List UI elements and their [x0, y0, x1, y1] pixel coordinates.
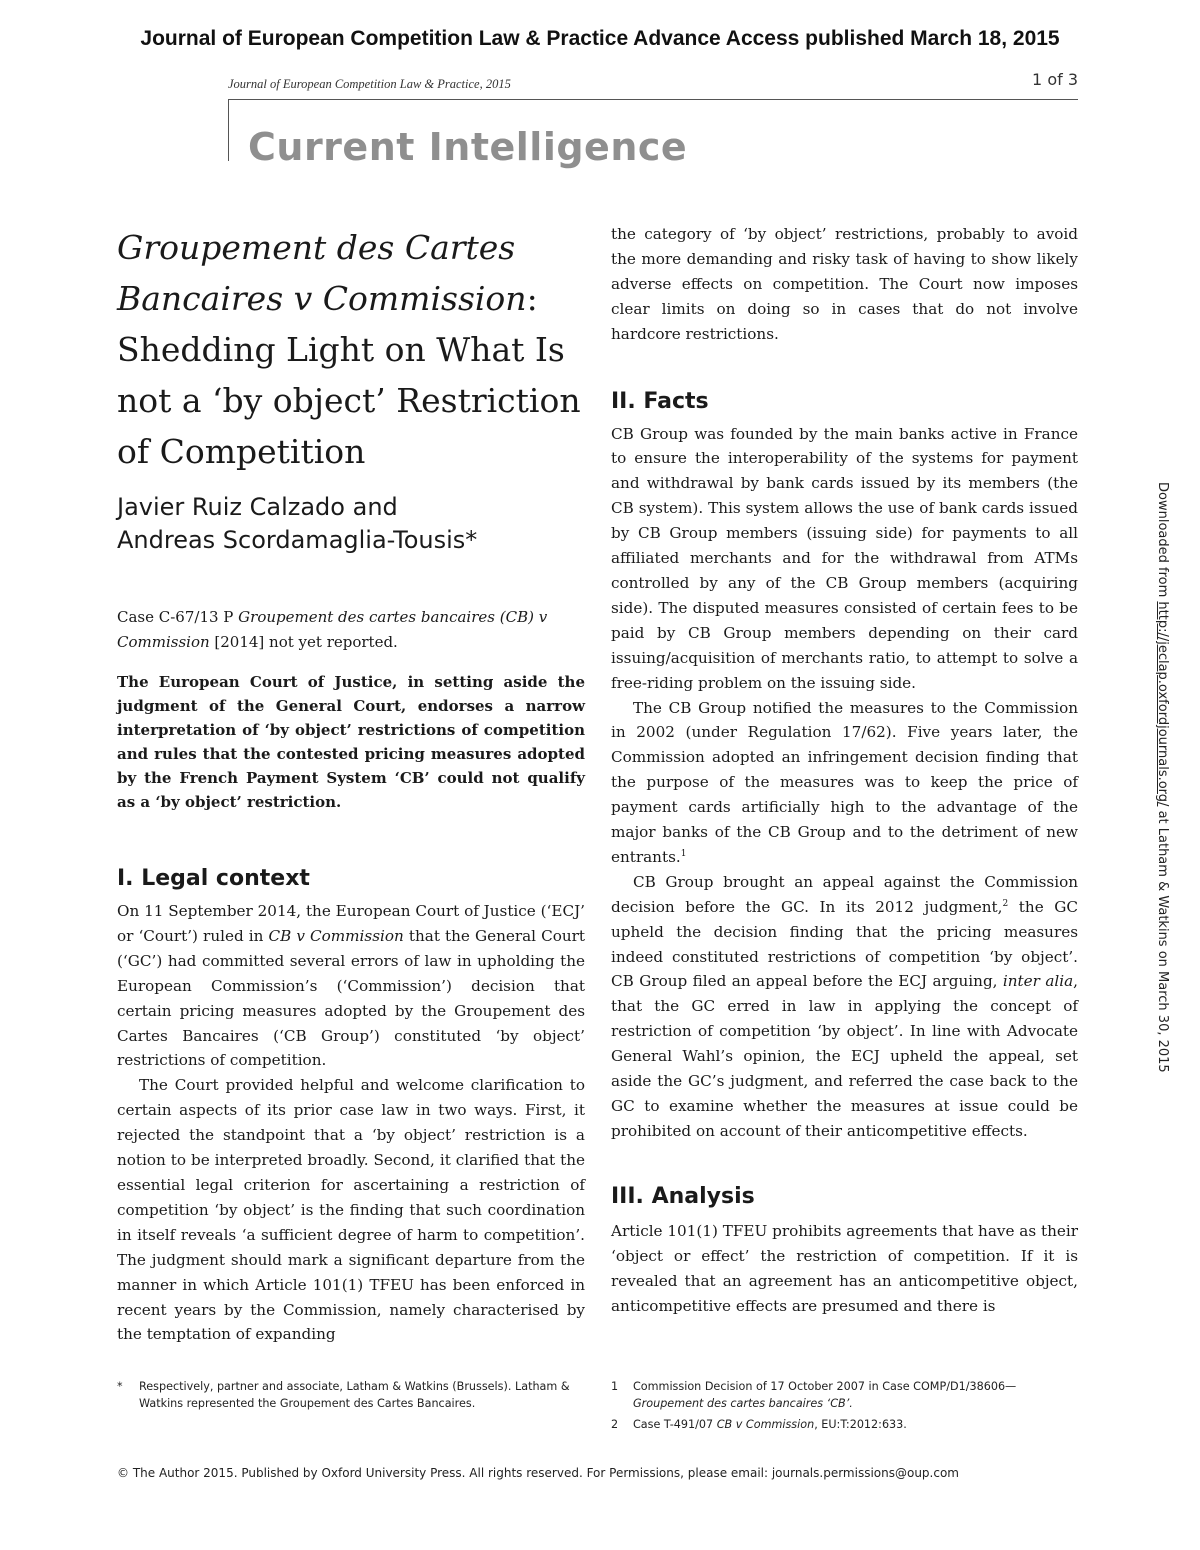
facts-p2-text: The CB Group notified the measures to the Commission in 2002 (under Regulation 17/62). Five years later, the Commission adopted an infringement decision finding that the purpose of the measures was to keep the price of payment cards artificially high to the advantage of the major banks of the CB Group and to the detriment of new entrants.: [611, 698, 1078, 866]
legal-context-paragraph-1: [117, 899, 585, 1073]
lc-p1-a: On 11 September 2014, the European Court of Justice (‘ECJ’ or ‘Court’) ruled in: [117, 902, 585, 945]
lc-p1-case: CB v Commission: [268, 926, 404, 945]
legal-context-paragraph-2: The Court provided helpful and welcome clarification to certain aspects of its prior case law in two ways. First, it rejected the standpoint that a ‘by object’ restriction is a notion to be interpreted broadly. Second, it clarified that the essential legal criterion for ascertaining a restriction of competition ‘by object’ is the finding that such coordination in itself reveals ‘a sufficient degree of harm to competition’. The judgment should mark a significant departure from the manner in which Article 101(1) TFEU has been enforced in recent years by the Commission, namely characterised by the temptation of expanding: [117, 1076, 585, 1344]
facts-p3-c: , that the GC erred in law in applying the concept of restriction of competition ‘by object’. In line with Advocate General Wahl’s opinion, the ECJ upheld the appeal, set aside the GC’s judgment, and referred the case back to the GC to examine whether the measures at issue could be prohibited on account of their anticompetitive effects.: [611, 972, 1078, 1140]
article-title: [117, 222, 585, 477]
footnote-2-mark: 2: [611, 1418, 619, 1431]
footnote-star-mark: *: [117, 1380, 123, 1393]
download-note-suffix: at Latham & Watkins on March 30, 2015: [1155, 806, 1170, 1073]
footnotes-right: [611, 1378, 1078, 1433]
footnote-2-italic: CB v Commission: [716, 1418, 815, 1431]
title-line-5: of Competition: [117, 432, 366, 471]
citation-pre: Case C-67/13 P: [117, 608, 239, 626]
footnote-2: [611, 1416, 1078, 1433]
footnote-star-text: Respectively, partner and associate, Latham & Watkins (Brussels). Latham & Watkins represented the Groupement des Cartes Bancaires.: [139, 1380, 570, 1410]
footnote-ref-1[interactable]: 1: [680, 848, 687, 859]
legal-context-paragraph-2-continued: the category of ‘by object’ restrictions, probably to avoid the more demanding and risky task of having to show likely adverse effects on competition. The Court now imposes clear limits on doing so in cases that do not involve hardcore restrictions.: [611, 225, 1078, 343]
facts-paragraph-1: CB Group was founded by the main banks active in France to ensure the interoperability of the systems for payment and withdrawal by bank cards issued by its members (the CB system). This system allows the use of bank cards issued by CB Group members (issuing side) for payments to all affiliated merchants and for the withdrawal from ATMs controlled by any of the CB Group members (acquiring side). The disputed measures consisted of certain fees to be paid by CB Group members depending on their card issuing/acquisition of merchants ratio, to attempt to solve a free-riding problem on the issuing side.: [611, 424, 1078, 692]
title-italic-2: Bancaires v Commission: [117, 279, 527, 318]
title-line-3: Shedding Light on What Is: [117, 330, 565, 369]
copyright-line: © The Author 2015. Published by Oxford University Press. All rights reserved. For Permissions, please email: journals.permissions@oup.com: [117, 1466, 959, 1480]
abstract: The European Court of Justice, in setting aside the judgment of the General Court, endorses a narrow interpretation of ‘by object’ restrictions of competition and rules that the contested pricing measures adopted by the French Payment System ‘CB’ could not qualify as a ‘by object’ restriction.: [117, 673, 585, 811]
citation-post: [2014] not yet reported.: [209, 633, 398, 651]
footnote-2-pre: Case T-491/07: [633, 1418, 717, 1431]
heading-analysis: III. Analysis: [611, 1183, 755, 1209]
header-rule: [228, 99, 1078, 100]
page-number: 1 of 3: [1032, 70, 1078, 89]
download-note-prefix: Downloaded from: [1155, 482, 1170, 602]
footnote-1: [611, 1378, 1078, 1412]
footnote-1-italic: Groupement des cartes bancaires ‘CB’.: [633, 1397, 853, 1410]
facts-p3-b: the GC upheld the decision finding that the pricing measures indeed constituted restrictions of competition ‘by object’. CB Group filed an appeal before the ECJ arguing,: [611, 897, 1078, 991]
header-vertical-rule: [228, 99, 229, 161]
authors: [117, 491, 585, 557]
facts-p3-a: CB Group brought an appeal against the Commission decision before the GC. In its 2012 judgment,: [611, 872, 1078, 916]
left-column: [117, 222, 585, 1347]
author-line-2: Andreas Scordamaglia-Tousis*: [117, 526, 478, 554]
running-head: Journal of European Competition Law & Practice, 2015: [228, 77, 511, 91]
download-link[interactable]: http://jeclap.oxfordjournals.org/: [1155, 601, 1170, 807]
facts-p3-inter-alia: inter alia: [1002, 972, 1074, 991]
heading-facts: II. Facts: [611, 388, 709, 414]
footnote-1-mark: 1: [611, 1380, 619, 1393]
case-citation: [117, 605, 585, 655]
section-heading: Current Intelligence: [248, 125, 688, 169]
analysis-paragraph-1: Article 101(1) TFEU prohibits agreements that have as their ‘object or effect’ the restriction of competition. If it is revealed that an agreement has an anticompetitive object, anticompetitive effects are presumed and there is: [611, 1221, 1078, 1315]
author-line-1: Javier Ruiz Calzado and: [117, 493, 398, 521]
footnote-1-body: [633, 1378, 1016, 1412]
citation-case-name: Groupement des cartes bancaires (CB) v Commission: [117, 608, 548, 651]
right-column: [611, 222, 1078, 1318]
footnote-1-text: Commission Decision of 17 October 2007 in Case COMP/D1/38606—: [633, 1380, 1017, 1393]
facts-paragraph-3: [611, 870, 1078, 1144]
lc-p1-b: that the General Court (‘GC’) had committed several errors of law in upholding the European Commission’s (‘Commission’) decision that certain pricing measures adopted by the Groupement des Cartes Bancaires (‘CB Group’) constituted ‘by object’ restrictions of competition.: [117, 926, 586, 1070]
footnote-2-body: [633, 1416, 907, 1433]
facts-paragraph-2: [611, 696, 1078, 870]
title-colon: :: [526, 279, 538, 318]
footnote-ref-2[interactable]: 2: [1002, 898, 1009, 909]
footnote-2-post: , EU:T:2012:633.: [814, 1418, 907, 1431]
heading-legal-context: I. Legal context: [117, 866, 310, 891]
title-line-4: not a ‘by object’ Restriction: [117, 381, 581, 420]
footnote-author: [117, 1378, 587, 1412]
title-italic-1: Groupement des Cartes: [117, 228, 516, 267]
journal-banner: Journal of European Competition Law & Practice Advance Access published March 18, 2015: [140, 27, 1060, 50]
download-note: [1155, 482, 1170, 1182]
